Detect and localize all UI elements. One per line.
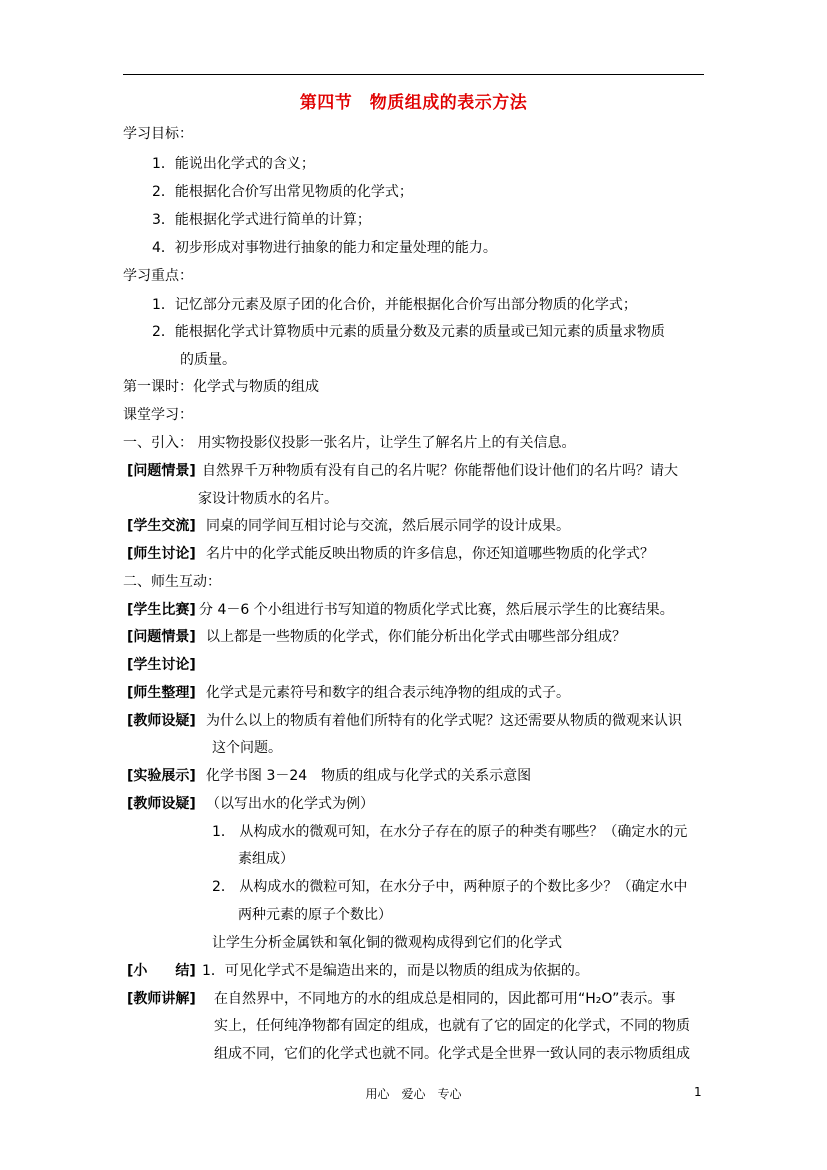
objectives-heading: 学习目标： (123, 126, 193, 142)
question2-tag: [教师设疑] (127, 796, 196, 812)
lecture-tag: [教师讲解] (127, 991, 196, 1007)
teacher-discuss-text: 名片中的化学式能反映出物质的许多信息，你还知道哪些物质的化学式？ (206, 546, 654, 562)
lesson-title: 第一课时：化学式与物质的组成 (123, 379, 319, 395)
page-number: 1 (694, 1085, 702, 1099)
objective-item: 2．能根据化合价写出常见物质的化学式； (152, 184, 413, 200)
experiment-text: 化学书图 3－24 物质的组成与化学式的关系示意图 (206, 768, 532, 784)
competition-text: 分 4－6 个小组进行书写知道的物质化学式比赛，然后展示学生的比赛结果。 (199, 602, 674, 618)
scene2-text: 以上都是一些物质的化学式，你们能分析出化学式由哪些部分组成？ (206, 629, 626, 645)
page-footer: 用心 爱心 专心 (365, 1087, 462, 1101)
student-discuss-tag: [学生讨论] (127, 657, 196, 673)
question-tag: [教师设疑] (127, 713, 196, 729)
question2-item-continued: 素组成） (238, 851, 294, 867)
scene-text-continued: 家设计物质水的名片。 (198, 491, 338, 507)
keypoint-item: 2．能根据化学式计算物质中元素的质量分数及元素的质量或已知元素的质量求物质 (152, 324, 665, 340)
question2-text: （以写出水的化学式为例） (206, 796, 374, 812)
scene-text: 自然界千万种物质有没有自己的名片呢？你能帮他们设计他们的名片吗？请大 (202, 463, 678, 479)
class-study-heading: 课堂学习： (123, 407, 193, 423)
question2-item: 1． 从构成水的微观可知，在水分子存在的原子的种类有哪些？（确定水的元 (212, 824, 688, 840)
summary-tag: [小 结] (127, 963, 196, 979)
scene-tag: [问题情景] (127, 463, 196, 479)
objective-item: 3．能根据化学式进行简单的计算； (152, 212, 371, 228)
page-title: 第四节 物质组成的表示方法 (299, 93, 528, 113)
question2-item-continued: 两种元素的原子个数比） (238, 907, 392, 923)
competition-tag: [学生比赛] (127, 602, 196, 618)
summary-text: 1．可见化学式不是编造出来的，而是以物质的组成为依据的。 (202, 963, 589, 979)
question-text: 为什么以上的物质有着他们所特有的化学式呢？这还需要从物质的微观来认识 (206, 713, 682, 729)
interaction-heading: 二、师生互动： (123, 574, 221, 590)
student-exchange-tag: [学生交流] (127, 518, 196, 534)
teacher-discuss-tag: [师生讨论] (127, 546, 196, 562)
experiment-tag: [实验展示] (127, 768, 196, 784)
lecture-text-continued: 实上，任何纯净物都有固定的组成，也就有了它的固定的化学式，不同的物质 (214, 1018, 690, 1034)
keypoint-item: 1．记忆部分元素及原子团的化合价，并能根据化合价写出部分物质的化学式； (152, 297, 637, 313)
question-text-continued: 这个问题。 (212, 740, 282, 756)
scene2-tag: [问题情景] (127, 629, 196, 645)
question2-note: 让学生分析金属铁和氧化铜的微观构成得到它们的化学式 (212, 935, 562, 951)
question2-item: 2． 从构成水的微粒可知，在水分子中，两种原子的个数比多少？（确定水中 (212, 879, 688, 895)
objective-item: 4．初步形成对事物进行抽象的能力和定量处理的能力。 (152, 240, 497, 256)
header-rule (123, 74, 704, 75)
teacher-summary-tag: [师生整理] (127, 685, 196, 701)
teacher-summary-text: 化学式是元素符号和数字的组合表示纯净物的组成的式子。 (206, 685, 570, 701)
lecture-text-continued: 组成不同，它们的化学式也就不同。化学式是全世界一致认同的表示物质组成 (214, 1046, 690, 1062)
student-exchange-text: 同桌的同学间互相讨论与交流，然后展示同学的设计成果。 (206, 518, 570, 534)
keypoints-heading: 学习重点： (123, 268, 193, 284)
objective-item: 1．能说出化学式的含义； (152, 156, 315, 172)
keypoint-item-continued: 的质量。 (180, 352, 236, 368)
lecture-text: 在自然界中，不同地方的水的组成总是相同的，因此都可用“H₂O”表示。事 (214, 991, 676, 1007)
intro-line: 一、引入： 用实物投影仪投影一张名片，让学生了解名片上的有关信息。 (123, 435, 576, 451)
